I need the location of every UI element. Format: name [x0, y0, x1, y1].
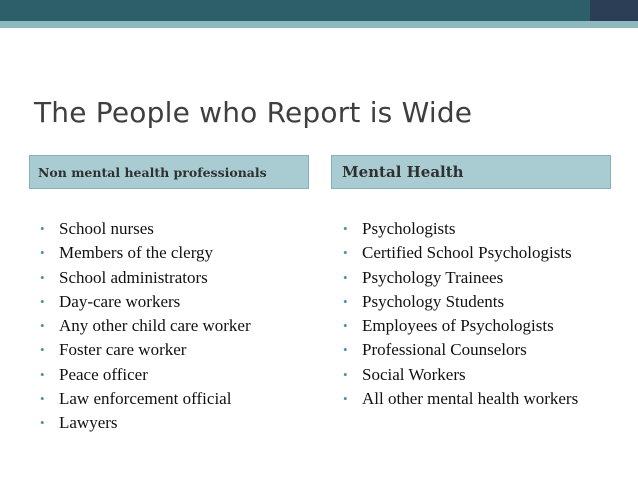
list-item: • Peace officer: [40, 363, 310, 387]
bullet-icon: •: [40, 391, 45, 407]
right-column-header-label: Mental Health: [342, 163, 464, 181]
top-bar-end-block: [590, 0, 638, 21]
list-item: • School administrators: [40, 266, 310, 290]
left-column-list: [40, 217, 310, 436]
list-item: • Law enforcement official: [40, 387, 310, 411]
slide-title: The People who Report is Wide: [34, 96, 473, 129]
top-bar-accent-line: [0, 21, 638, 28]
bullet-icon: •: [40, 415, 45, 431]
bullet-icon: •: [343, 366, 348, 382]
right-column-header: [331, 155, 611, 189]
bullet-icon: •: [40, 221, 45, 236]
list-item: • Members of the clergy: [40, 241, 310, 265]
list-item: • Any other child care worker: [40, 314, 310, 338]
bullet-icon: •: [343, 245, 348, 261]
list-item: • Professional Counselors: [343, 338, 613, 362]
bullet-icon: •: [343, 221, 348, 236]
bullet-icon: •: [343, 293, 348, 309]
bullet-icon: •: [343, 318, 348, 334]
list-item: • Psychology Trainees: [343, 266, 613, 290]
top-decorative-bar: [0, 0, 638, 28]
bullet-icon: •: [40, 318, 45, 334]
bullet-icon: •: [40, 366, 45, 382]
list-item: • All other mental health workers: [343, 387, 613, 411]
list-item: • Foster care worker: [40, 338, 310, 362]
top-bar-main: [0, 0, 590, 21]
right-column-list: [343, 217, 613, 411]
bullet-icon: •: [40, 342, 45, 358]
bullet-icon: •: [40, 269, 45, 285]
list-item: • Psychologists: [343, 217, 613, 241]
bullet-icon: •: [40, 293, 45, 309]
list-item: • Employees of Psychologists: [343, 314, 613, 338]
bullet-icon: •: [40, 245, 45, 261]
bullet-icon: •: [343, 269, 348, 285]
bullet-icon: •: [343, 391, 348, 407]
bullet-icon: •: [343, 342, 348, 358]
left-column-header-label: Non mental health professionals: [38, 164, 267, 180]
left-column-header: [29, 155, 309, 189]
list-item: • Day-care workers: [40, 290, 310, 314]
list-item: • Lawyers: [40, 411, 310, 435]
list-item: • Social Workers: [343, 363, 613, 387]
list-item: • Psychology Students: [343, 290, 613, 314]
list-item: • School nurses: [40, 217, 310, 241]
list-item: • Certified School Psychologists: [343, 241, 613, 265]
